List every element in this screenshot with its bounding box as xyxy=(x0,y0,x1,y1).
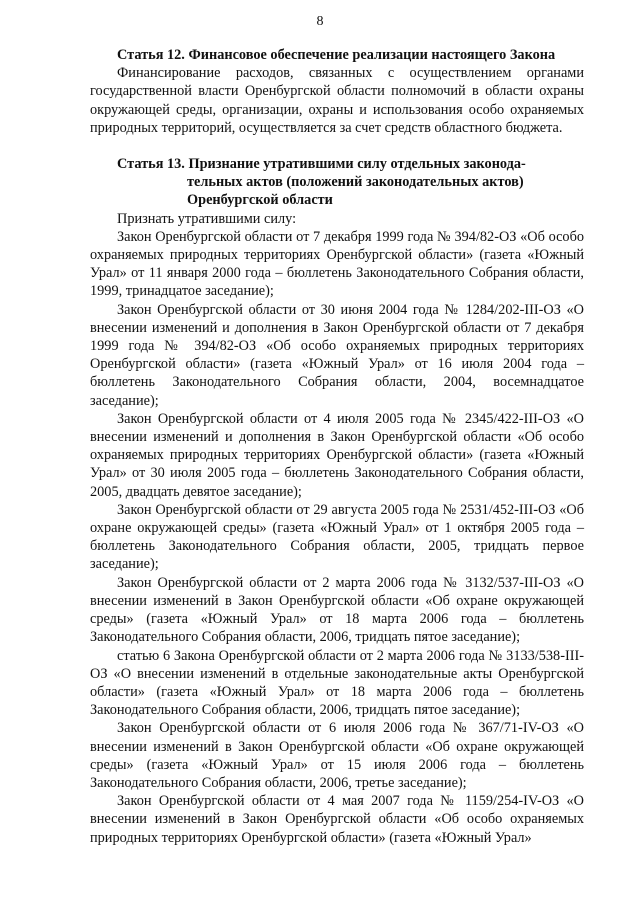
repealed-law-item-3: Закон Оренбургской области от 4 июля 2005 года № 2345/422-III-ОЗ «О внесении изменений и дополнения в Закон Оренбургской области «Об особо охраняемых природных территориях Оренбургской области» (газета «Южный Урал» от 30 июля 2005 года – бюллетень Законодательного Собрания области, 2005, двадцать девятое заседание); xyxy=(90,410,584,500)
page-number: 8 xyxy=(316,14,324,29)
document-body xyxy=(90,46,584,847)
repealed-law-item-2: Закон Оренбургской области от 30 июня 2004 года № 1284/202-III-ОЗ «О внесении изменений и дополнения в Закон Оренбургской области от 7 декабря 1999 года № 394/82-ОЗ «Об особо охраняемых природных территориях Оренбургской области» (газета «Южный Урал» от 16 июля 2004 года – бюллетень Законодательного Собрания области, 2004, восемнадцатое заседание); xyxy=(90,301,584,409)
repealed-law-item-1: Закон Оренбургской области от 7 декабря 1999 года № 394/82-ОЗ «Об особо охраняемых природных территориях Оренбургской области» (газета «Южный Урал» от 11 января 2000 года – бюллетень Законодательного Собрания области, 1999, тринадцатое заседание); xyxy=(90,228,584,300)
article-12-title: Статья 12. Финансовое обеспечение реализации настоящего Закона xyxy=(117,47,556,63)
article-13-title-line-3: Оренбургской области xyxy=(187,192,333,209)
article-13-intro: Признать утратившими силу: xyxy=(117,210,297,227)
repealed-law-item-6: статью 6 Закона Оренбургской области от 2 марта 2006 года № 3133/538-III-ОЗ «О внесении изменений в отдельные законодательные акты Оренбургской области» (газета «Южный Урал» от 18 марта 2006 года – бюллетень Законодательного Собрания области, 2006, тридцать пятое заседание); xyxy=(90,647,584,719)
repealed-law-item-7: Закон Оренбургской области от 6 июля 2006 года № 367/71-IV-ОЗ «О внесении изменений в Закон Оренбургской области «Об охране окружающей среды» (газета «Южный Урал» от 15 июля 2006 года – бюллетень Законодательного Собрания области, 2006, третье заседание); xyxy=(90,720,584,791)
repealed-law-item-8: Закон Оренбургской области от 4 мая 2007 года № 1159/254-IV-ОЗ «О внесении изменений в Закон Оренбургской области «Об особо охраняемых природных территориях Оренбургской области» (газета «Южный Урал» xyxy=(90,793,584,846)
article-13-title-line-1: Статья 13. Признание утратившими силу отдельных законода- xyxy=(117,156,526,173)
repealed-law-item-4: Закон Оренбургской области от 29 августа 2005 года № 2531/452-III-ОЗ «Об охране окружающей среды» (газета «Южный Урал» от 1 октября 2005 года – бюллетень Законодательного Собрания области, 2005, тридцать первое заседание); xyxy=(90,501,584,573)
repealed-law-item-5: Закон Оренбургской области от 2 марта 2006 года № 3132/537-III-ОЗ «О внесении изменений в Закон Оренбургской области «Об охране окружающей среды» (газета «Южный Урал» от 18 марта 2006 года – бюллетень Законодательного Собрания области, 2006, тридцать пятое заседание); xyxy=(90,574,584,646)
article-12-paragraph: Финансирование расходов, связанных с осуществлением органами государственной власти Оренбургской области полномочий в области охраны окружающей среды, организации, охраны и использования особо охраняемых природных территорий, осуществляется за счет средств областного бюджета. xyxy=(90,65,584,136)
article-13-title-line-2: тельных актов (положений законодательных актов) xyxy=(187,174,524,191)
article-13-title xyxy=(90,155,584,210)
